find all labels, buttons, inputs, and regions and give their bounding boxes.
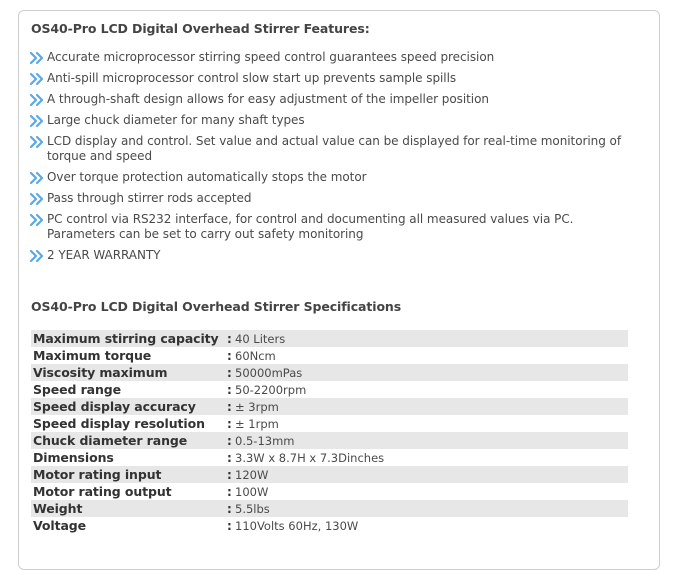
specifications-table [31, 330, 628, 534]
spec-value: ± 1rpm [235, 416, 279, 431]
spec-row [31, 398, 628, 415]
spec-value: 120W [233, 466, 628, 483]
spec-value: 40 Liters [233, 330, 628, 347]
spec-label: Speed display resolution [33, 416, 205, 431]
spec-row [31, 500, 628, 517]
spec-separator: : [227, 331, 232, 346]
spec-value: 5.5lbs [233, 500, 628, 517]
spec-label: Weight [31, 500, 227, 517]
spec-label: Motor rating input [31, 466, 227, 483]
spec-row [31, 483, 628, 500]
feature-item [29, 134, 644, 165]
spec-label: Speed display accuracy [31, 398, 227, 415]
spec-separator: : [227, 484, 232, 499]
feature-text: Large chuck diameter for many shaft types [47, 112, 305, 127]
spec-label: Viscosity maximum [31, 364, 227, 381]
spec-label: Speed range [33, 382, 122, 397]
feature-item [29, 113, 644, 129]
double-chevron-right-icon [29, 51, 44, 65]
feature-text: Anti-spill microprocessor control slow start up prevents sample spills [47, 70, 457, 85]
spec-separator: : [227, 382, 232, 397]
feature-item [29, 92, 644, 108]
feature-text: PC control via RS232 interface, for control and documenting all measured values via PC. Parameters can be set to carry out safety monitoring [47, 211, 574, 242]
spec-separator: : [227, 450, 232, 465]
spec-separator: : [227, 518, 232, 533]
feature-text: LCD display and control. Set value and actual value can be displayed for real-time monitoring of torque and speed [47, 133, 622, 164]
spec-row [31, 381, 628, 398]
spec-row [31, 364, 628, 381]
spec-separator: : [227, 365, 232, 380]
features-list [29, 50, 644, 269]
feature-item [29, 212, 644, 243]
feature-text: Accurate microprocessor stirring speed control guarantees speed precision [47, 50, 495, 64]
feature-text: Over torque protection automatically stops the motor [47, 169, 367, 184]
spec-separator: : [227, 501, 232, 516]
spec-separator: : [227, 348, 232, 363]
spec-label: Maximum stirring capacity [31, 330, 227, 347]
spec-value: 100W [235, 484, 269, 499]
spec-label: Maximum torque [33, 348, 152, 363]
spec-value: 60Ncm [235, 348, 276, 363]
spec-row [31, 432, 628, 449]
double-chevron-right-icon [29, 93, 44, 107]
spec-value: 3.3W x 8.7H x 7.3Dinches [235, 450, 385, 465]
feature-item [29, 170, 644, 186]
feature-text: A through-shaft design allows for easy adjustment of the impeller position [47, 91, 489, 106]
double-chevron-right-icon [29, 171, 44, 185]
spec-value: 110Volts 60Hz, 130W [235, 518, 359, 533]
spec-value: 50000mPas [233, 364, 628, 381]
double-chevron-right-icon [29, 192, 44, 206]
features-title: OS40-Pro LCD Digital Overhead Stirrer Features: [31, 21, 370, 36]
spec-value: 50-2200rpm [235, 382, 307, 397]
feature-text: 2 YEAR WARRANTY [47, 248, 161, 263]
spec-label: Voltage [33, 518, 86, 533]
spec-row [31, 449, 628, 466]
spec-separator: : [227, 433, 232, 448]
double-chevron-right-icon [29, 135, 44, 149]
feature-item [29, 191, 644, 207]
double-chevron-right-icon [29, 213, 44, 227]
spec-value: 0.5-13mm [233, 432, 628, 449]
spec-row [31, 347, 628, 364]
spec-separator: : [227, 467, 232, 482]
spec-row [31, 466, 628, 483]
spec-row [31, 415, 628, 432]
spec-label: Chuck diameter range [31, 432, 227, 449]
double-chevron-right-icon [29, 72, 44, 86]
spec-label: Motor rating output [33, 484, 172, 499]
spec-row [31, 517, 628, 534]
spec-value: ± 3rpm [233, 398, 628, 415]
spec-separator: : [227, 399, 232, 414]
product-info-panel [18, 10, 660, 570]
double-chevron-right-icon [29, 249, 44, 263]
feature-item-warranty [29, 248, 644, 264]
spec-separator: : [227, 416, 232, 431]
feature-item [29, 71, 644, 87]
feature-item [29, 50, 644, 66]
specifications-title: OS40-Pro LCD Digital Overhead Stirrer Specifications [31, 299, 402, 314]
feature-text: Pass through stirrer rods accepted [47, 190, 252, 205]
spec-label: Dimensions [33, 450, 114, 465]
spec-row [31, 330, 628, 347]
double-chevron-right-icon [29, 114, 44, 128]
